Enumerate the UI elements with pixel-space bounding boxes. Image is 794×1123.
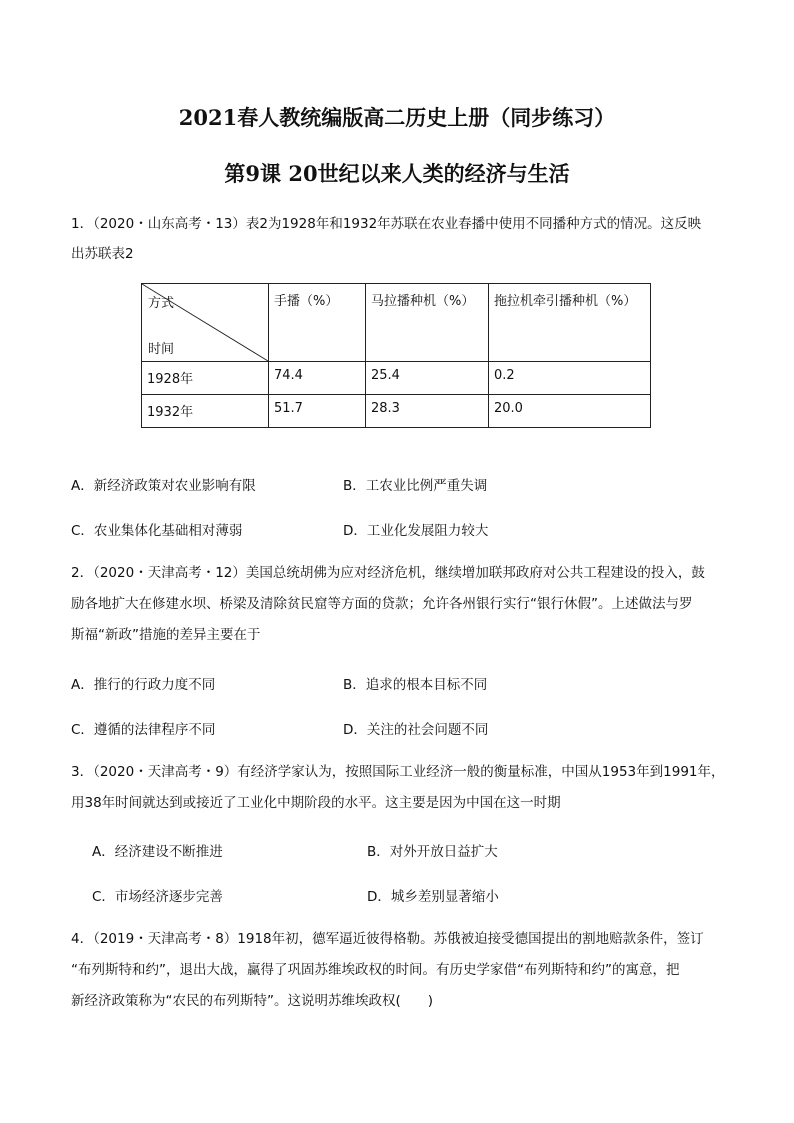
q3-option-c: C．市场经济逐步完善 [92, 889, 223, 905]
table-corner-cell [142, 284, 269, 362]
q1-option-c: C．农业集体化基础相对薄弱 [71, 523, 243, 539]
col-header-horse: 马拉播种机（%） [366, 284, 489, 362]
corner-time-label: 时间 [148, 342, 175, 357]
q1-option-b: B．工农业比例严重失调 [343, 478, 488, 494]
q3-option-a: A．经济建设不断推进 [92, 844, 223, 860]
table-row [142, 362, 651, 395]
q3-option-d: D．城乡差别显著缩小 [367, 889, 499, 905]
q4-stem-line3: 新经济政策称为“农民的布列斯特”。这说明苏维埃政权( ) [71, 993, 434, 1009]
table-cell: 20.0 [489, 395, 651, 428]
col-header-hand: 手播（%） [269, 284, 366, 362]
q2-option-b: B．追求的根本目标不同 [343, 677, 488, 693]
table-cell: 51.7 [269, 395, 366, 428]
corner-method-label: 方式 [148, 296, 175, 311]
q2-option-a: A．推行的行政力度不同 [71, 677, 216, 693]
q2-stem-line1: 2．（2020・天津高考・12）美国总统胡佛为应对经济危机，继续增加联邦政府对公共工程建设的投入，鼓 [71, 565, 705, 581]
lesson-title: 第9课 20世纪以来人类的经济与生活 [224, 161, 570, 186]
q3-stem-line1: 3．（2020・天津高考・9）有经济学家认为，按照国际工业经济一般的衡量标准，中国从1953年到1991年， [71, 764, 725, 780]
q1-option-a: A．新经济政策对农业影响有限 [71, 478, 256, 494]
q3-stem-line2: 用38年时间就达到或接近了工业化中期阶段的水平。这主要是因为中国在这一时期 [71, 795, 561, 811]
q1-stem-line1: 1．（2020・山东高考・13）表2为1928年和1932年苏联在农业春播中使用不同播种方式的情况。这反映 [71, 216, 702, 232]
q2-stem-line2: 励各地扩大在修建水坝、桥梁及清除贫民窟等方面的贷款；允许各州银行实行“银行休假”。上述做法与罗 [71, 596, 693, 612]
q1-option-d: D．工业化发展阻力较大 [343, 523, 489, 539]
table-row [142, 395, 651, 428]
q1-stem-line2: 出苏联表2 [71, 246, 134, 262]
table-cell: 0.2 [489, 362, 651, 395]
q3-option-b: B．对外开放日益扩大 [367, 844, 498, 860]
q2-option-c: C．遵循的法律程序不同 [71, 722, 216, 738]
col-header-tractor: 拖拉机牵引播种机（%） [489, 284, 651, 362]
table-cell: 28.3 [366, 395, 489, 428]
sowing-methods-table [141, 283, 651, 428]
q2-stem-line3: 斯福“新政”措施的差异主要在于 [71, 627, 261, 643]
q4-stem-line2: “布列斯特和约”，退出大战，赢得了巩固苏维埃政权的时间。有历史学家借“布列斯特和约”的寓意，把 [71, 962, 680, 978]
table-cell: 74.4 [269, 362, 366, 395]
q4-stem-line1: 4．（2019・天津高考・8）1918年初，德军逼近彼得格勒。苏俄被迫接受德国提出的割地赔款条件，签订 [71, 931, 704, 947]
row-year: 1932年 [142, 395, 269, 428]
table-cell: 25.4 [366, 362, 489, 395]
table-header-row [142, 284, 651, 362]
row-year: 1928年 [142, 362, 269, 395]
q2-option-d: D．关注的社会问题不同 [343, 722, 489, 738]
document-title: 2021春人教统编版高二历史上册（同步练习） [178, 105, 616, 130]
